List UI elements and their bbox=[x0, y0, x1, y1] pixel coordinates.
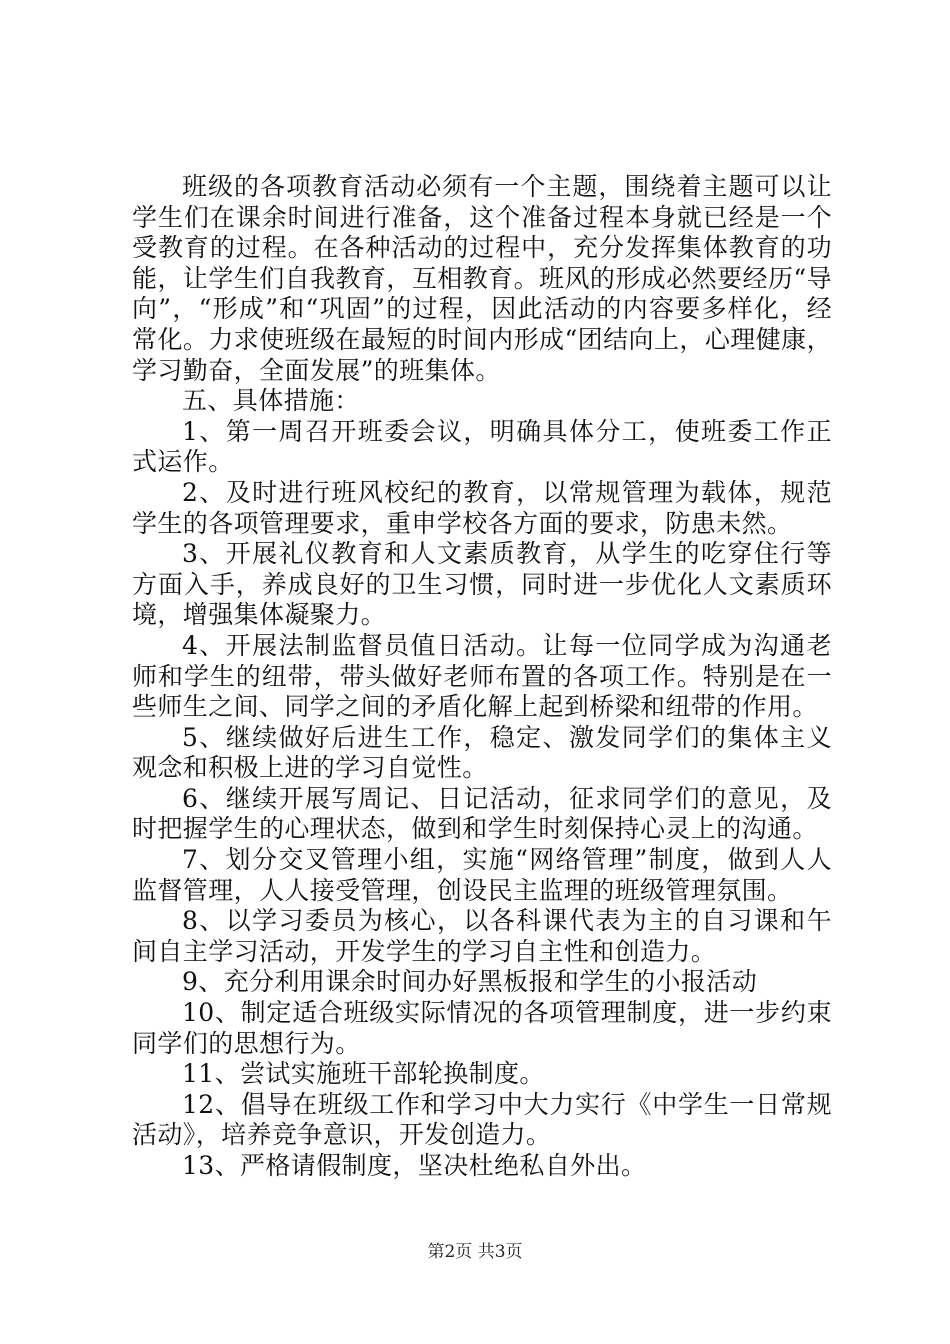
page-number-footer: 第2页 共3页 bbox=[427, 1242, 523, 1262]
list-item: 3、开展礼仪教育和人文素质教育，从学生的吃穿住行等方面入手，养成良好的卫生习惯，同时进一步优化人文素质环境，增强集体凝聚力。 bbox=[132, 539, 832, 630]
list-item: 5、继续做好后进生工作，稳定、激发同学们的集体主义观念和积极上进的学习自觉性。 bbox=[132, 722, 832, 783]
list-item: 9、充分利用课余时间办好黑板报和学生的小报活动 bbox=[182, 967, 758, 997]
list-item: 10、制定适合班级实际情况的各项管理制度，进一步约束同学们的思想行为。 bbox=[132, 998, 832, 1058]
list-item: 13、严格请假制度，坚决杜绝私自外出。 bbox=[182, 1151, 647, 1180]
section-heading: 五、具体措施： bbox=[182, 386, 360, 416]
body-text bbox=[132, 172, 832, 1182]
paragraph-intro: 班级的各项教育活动必须有一个主题，围绕着主题可以让学生们在课余时间进行准备，这个准备过程本身就已经是一个受教育的过程。在各种活动的过程中，充分发挥集体教育的功能，让学生们自我教育，互相教育。班风的形成必然要经历“导向”，“形成”和“巩固”的过程，因此活动的内容要多样化，经常化。力求使班级在最短的时间内形成“团结向上，心理健康，学习勤奋，全面发展”的班集体。 bbox=[132, 172, 832, 385]
list-item: 1、第一周召开班委会议，明确具体分工，使班委工作正式运作。 bbox=[132, 416, 832, 477]
list-item: 12、倡导在班级工作和学习中大力实行《中学生一日常规活动》，培养竞争意识，开发创造力。 bbox=[132, 1089, 832, 1150]
list-item: 8、以学习委员为核心，以各科课代表为主的自习课和午间自主学习活动，开发学生的学习自主性和创造力。 bbox=[132, 906, 832, 966]
list-item: 4、开展法制监督员值日活动。让每一位同学成为沟通老师和学生的纽带，带头做好老师布置的各项工作。特别是在一些师生之间、同学之间的矛盾化解上起到桥梁和纽带的作用。 bbox=[132, 630, 832, 722]
list-item: 6、继续开展写周记、日记活动，征求同学们的意见，及时把握学生的心理状态，做到和学生时刻保持心灵上的沟通。 bbox=[132, 783, 832, 844]
list-item: 7、划分交叉管理小组，实施“网络管理”制度，做到人人监督管理，人人接受管理，创设民主监理的班级管理氛围。 bbox=[132, 845, 832, 905]
list-item: 2、及时进行班风校纪的教育，以常规管理为载体，规范学生的各项管理要求，重申学校各方面的要求，防患未然。 bbox=[132, 477, 832, 538]
list-item: 11、尝试实施班干部轮换制度。 bbox=[182, 1059, 545, 1089]
